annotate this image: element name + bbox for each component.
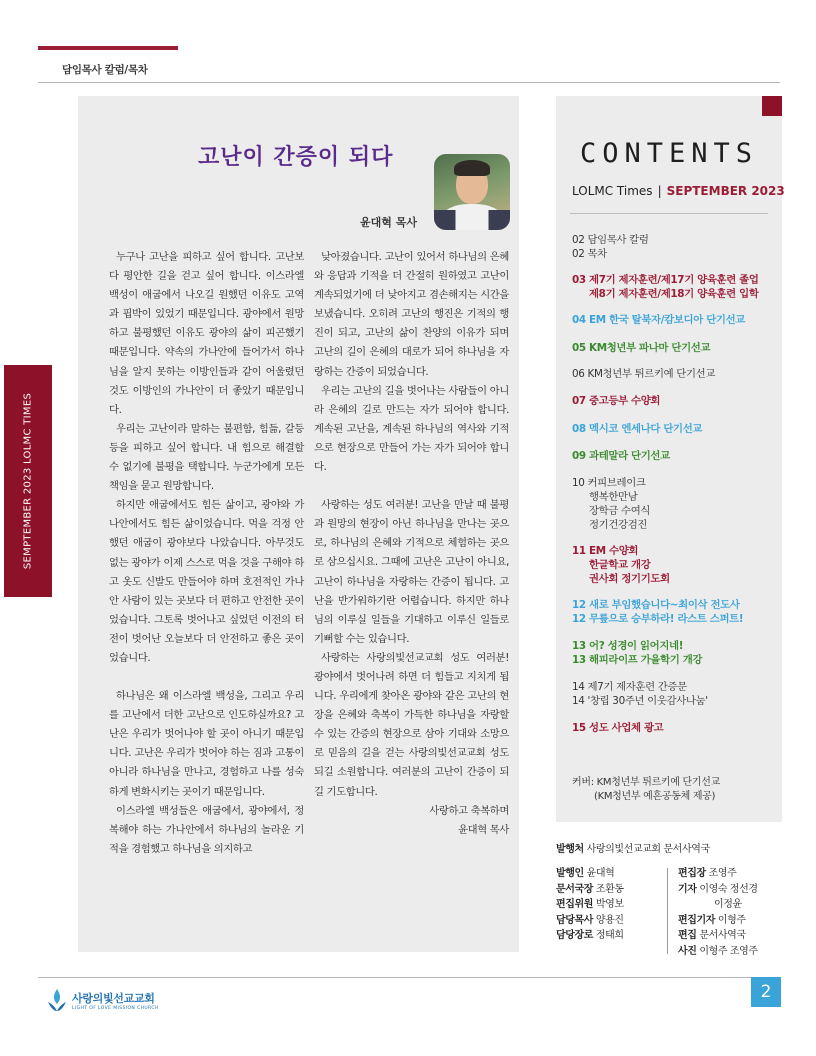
toc-group [572, 680, 780, 708]
toc-item[interactable]: 12 무릎으로 승부하라! 라스트 스퍼트! [572, 613, 744, 625]
toc-group [572, 639, 780, 667]
toc-item[interactable]: 09 과테말라 단기선교 [572, 450, 670, 462]
toc-group [572, 544, 780, 586]
toc-item[interactable]: 06 KM청년부 튀르키예 단기선교 [572, 368, 716, 380]
author-portrait [434, 154, 510, 230]
publication-name: LOLMC Times [572, 184, 653, 198]
toc-item[interactable]: 권사회 정기기도회 [589, 573, 670, 585]
toc-item[interactable]: 10 커피브레이크 [572, 477, 646, 489]
staff-row: 발행인 윤대혁 [556, 868, 615, 879]
toc-item[interactable]: 04 EM 한국 탈북자/캄보디아 단기선교 [572, 314, 745, 326]
section-label: 담임목사 칼럼/목차 [62, 64, 148, 76]
toc-group [572, 449, 780, 463]
paragraph: 우리는 고난이라 말하는 불편함, 힘듦, 갈등 등을 피하고 싶어 합니다. 내 힘으로 해결할 수 없기에 불평을 택합니다. 누군가에게 모든 책임을 묻고 원망합니다. [109, 422, 304, 493]
column-author: 윤대혁 목사 [360, 216, 417, 229]
page-number: 2 [751, 977, 781, 1007]
separator: | [657, 184, 662, 198]
cover-caption [572, 776, 720, 804]
contents-divider [570, 213, 768, 214]
column-text-left [109, 248, 304, 859]
toc-group [572, 721, 780, 735]
publisher-label: 발행처 [556, 844, 584, 855]
issue-month: SEPTEMBER 2023 [666, 184, 785, 198]
toc-item[interactable]: 13 해피라이프 가을학기 개강 [572, 654, 703, 666]
closing-line: 사랑하고 축복하며 [429, 804, 509, 817]
toc-item[interactable]: 14 제7기 제자훈련 간증문 [572, 681, 687, 693]
staff-row: 편집기자 이형주 [678, 914, 746, 926]
toc-item[interactable]: 03 제7기 제자훈련/제17기 양육훈련 졸업 [572, 274, 759, 286]
toc-group [572, 367, 780, 381]
toc-group [572, 476, 780, 532]
paragraph: 하지만 애굽에서도 힘든 삶이고, 광야와 가나안에서도 힘든 삶이었습니다. 먹을 걱정 안 했던 애굽이 광야보다 나았습니다. 아무것도 없는 광야가 이제 스스로 먹을 것을 구해야 하고 옷도 신발도 만들어야 하며 호전적인 가나안 사람이 있는 곳보다 더 편하고 안전한 곳이었습니다. 그토록 벗어나고 싶었던 이전의 터전이 벗어난 오늘보다 더 안전하고 좋은 곳이었습니다. [109, 499, 304, 664]
staff-row: 담당목사 양용진 [556, 914, 624, 926]
toc-item[interactable]: 14 '창립 30주년 이웃감사나눔' [572, 695, 708, 707]
header-divider [38, 82, 780, 83]
staff-list-left [556, 866, 624, 944]
staff-row: 문서국장 조환동 [556, 883, 624, 895]
staff-row: 편집장 조영주 [678, 868, 737, 879]
side-tab-label: SEMPTEMBER 2023 LOLMC TIMES [22, 392, 34, 570]
staff-row: 사진 이형주 조영주 [678, 945, 758, 957]
toc-group [572, 394, 780, 408]
toc-item[interactable]: 장학금 수여식 [589, 505, 651, 517]
contents-title: CONTENTS [579, 138, 759, 169]
paragraph: 하나님은 왜 이스라엘 백성을, 그리고 우리를 고난에서 더한 고난으로 인도하실까요? 고난은 우리가 벗어나야 할 곳이 아니기 때문입니다. 고난은 우리가 벗어야 하는 짐과 고통이 아니라 하나님을 만나고, 경험하고 나를 성숙하게 변화시키는 곳이기 때문입니다. [109, 690, 304, 798]
church-name: 사랑의빛선교교회 [72, 992, 155, 1005]
contents-subtitle [572, 184, 785, 198]
toc-item[interactable]: 한글학교 개강 [589, 559, 651, 571]
cover-caption-credit: (KM청년부 예흔공동체 제공) [594, 791, 716, 802]
paragraph: 누구나 고난을 피하고 싶어 합니다. 고난보다 평안한 길을 걷고 싶어 합니다. 이스라엘 백성이 애굽에서 나오길 원했던 이유도 고역과 핍박이 있었기 때문입니다. 광야에서 원망하고 불평했던 이유도 광야의 삶이 피곤했기 때문입니다. 약속의 가나안에 들어가서 하나님을 알지 못하는 이방인들과 같이 어울렸던 것도 이방인의 가나안이 더 좋았기 때문입니다. [109, 251, 304, 416]
paragraph: 이스라엘 백성들은 애굽에서, 광야에서, 정복해야 하는 가나안에서 하나님의 놀라운 기적을 경험했고 하나님을 의지하고 [109, 804, 304, 855]
paragraph: 우리는 고난의 길을 벗어나는 사람들이 아니라 은혜의 길로 만드는 자가 되어야 합니다. 계속된 고난을, 계속된 하나님의 역사와 기적으로 현장으로 만들어 가는 자가 되어야 합니다. [314, 384, 509, 474]
closing-signature: 윤대혁 목사 [458, 823, 509, 836]
toc-group [572, 341, 780, 355]
toc-group [572, 422, 780, 436]
toc-item[interactable]: 07 중고등부 수양회 [572, 395, 661, 407]
paragraph: 낮아졌습니다. 고난이 있어서 하나님의 은혜와 응답과 기적을 더 간절히 원하였고 고난이 계속되었기에 더 낮아지고 겸손해지는 시간을 보냈습니다. 오히려 고난의 행진은 기적의 행진이 되고, 고난의 삶이 찬양의 이유가 되며 고난의 길이 은혜의 대로가 되어 하나님을 자랑하는 간증이 되었습니다. [314, 251, 509, 378]
pastor-column [78, 96, 519, 952]
publisher-line [556, 842, 710, 858]
church-logo-icon [46, 988, 68, 1012]
toc-item[interactable]: 11 EM 수양회 [572, 545, 639, 557]
staff-row: 편집 문서사역국 [678, 930, 746, 941]
toc-group [572, 598, 780, 626]
toc-group [572, 313, 780, 327]
toc-item[interactable]: 05 KM청년부 파나마 단기선교 [572, 342, 711, 354]
toc-item[interactable]: 13 어? 성경이 읽어지네! [572, 640, 684, 652]
paragraph: 사랑하는 사랑의빛선교교회 성도 여러분! 광야에서 벗어나려 하면 더 힘들고 지치게 됩니다. 우리에게 찾아온 광야와 같은 고난의 현장을 은혜와 축복이 가득한 하나님을 자랑할 수 있는 간증의 현장으로 삼아 기대와 소망으로 믿음의 길을 걷는 사랑의빛선교교회 성도 되길 소원합니다. 여러분의 고난이 간증이 되길 기도합니다. [314, 651, 509, 798]
toc-item[interactable]: 행복한만남 [589, 491, 638, 503]
publisher-value: 사랑의빛선교교회 문서사역국 [586, 844, 710, 855]
staff-divider [667, 868, 668, 954]
toc-item[interactable]: 정기건강검진 [589, 519, 648, 531]
cover-caption-line: 커버: KM청년부 튀르키예 단기선교 [572, 777, 720, 788]
toc-group [572, 233, 780, 261]
staff-row: 이정윤 [714, 899, 742, 910]
staff-row: 담당장로 정태희 [556, 930, 624, 941]
toc-item[interactable]: 제8기 제자훈련/제18기 양육훈련 입학 [589, 288, 759, 300]
footer-divider [38, 977, 780, 978]
toc-item[interactable]: 08 멕시코 엔세나다 단기선교 [572, 423, 703, 435]
toc-item[interactable]: 02 목차 [572, 248, 607, 260]
staff-row: 기자 이영숙 정선경 [678, 883, 758, 895]
column-text-right [314, 248, 509, 840]
toc-item[interactable]: 02 담임목사 칼럼 [572, 234, 649, 246]
staff-row: 편집위원 박영보 [556, 899, 624, 910]
contents-panel [556, 96, 785, 822]
side-tab [4, 365, 52, 597]
church-name-en: LIGHT OF LOVE MISSION CHURCH [72, 1006, 159, 1011]
staff-list-right [678, 866, 758, 959]
toc-item[interactable]: 15 성도 사업체 광고 [572, 722, 664, 734]
toc-item[interactable]: 12 새로 부임했습니다~최이삭 전도사 [572, 599, 740, 611]
paragraph: 사랑하는 성도 여러분! 고난을 만날 때 불평과 원망의 현장이 아닌 하나님을 만나는 곳으로, 하나님의 은혜와 기적으로 체험하는 곳으로 삼으십시요. 그때에 고난은 고난이 아니요, 고난이 하나님을 자랑하는 간증이 됩니다. 고난을 반가워하기란 어렵습니다. 하지만 하나님의 이루실 일들을 기대하고 이루신 일들로 기뻐할 수는 있습니다. [314, 499, 509, 645]
column-title: 고난이 간증이 되다 [198, 145, 394, 170]
contents-accent-square [762, 96, 782, 116]
header-accent-bar [38, 46, 178, 50]
toc-group [572, 273, 780, 301]
